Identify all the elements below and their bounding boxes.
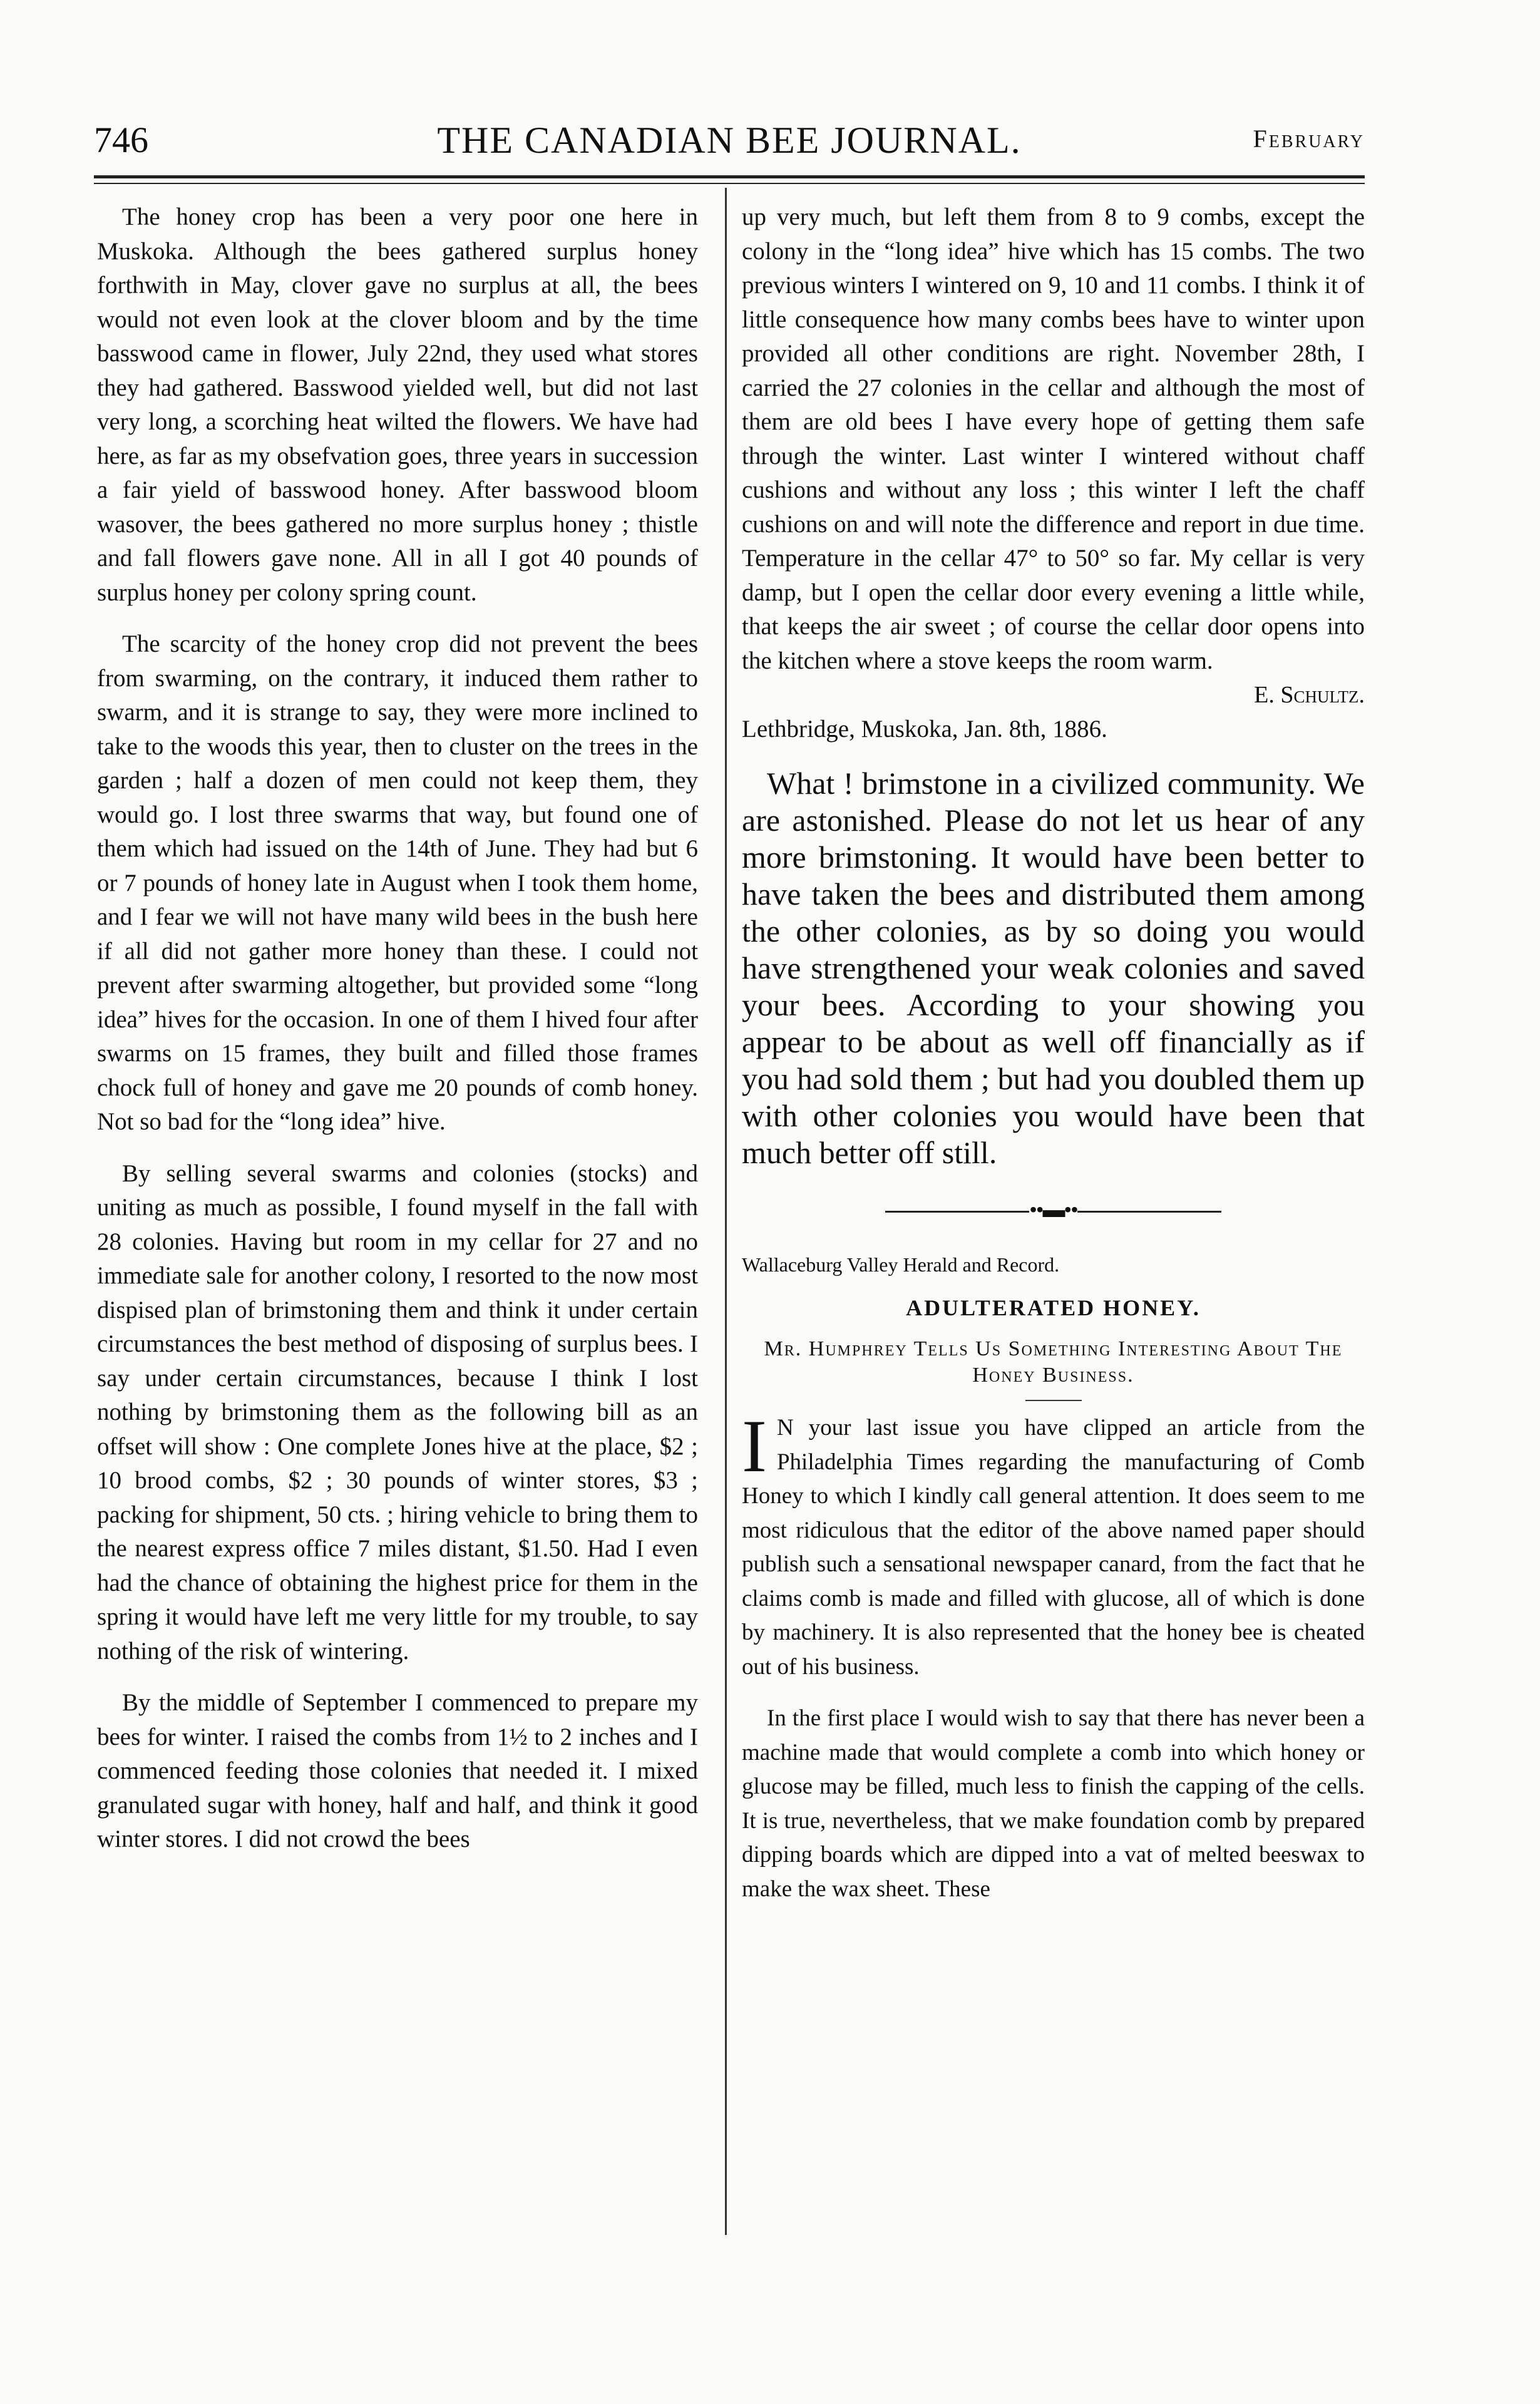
subhead-rule	[1025, 1400, 1082, 1401]
journal-title: THE CANADIAN BEE JOURNAL.	[437, 120, 1022, 161]
page-number: 746	[94, 120, 148, 160]
article-paragraph	[742, 1404, 1365, 1684]
page-header	[94, 119, 1365, 175]
article-paragraph-text: N your last issue you have clipped an article from the Philadelphia Times regarding the manufacturing of Comb Honey to which I kindly call general attention. It does seem to me most ridiculous that the editor of the above named paper should publish such a sensational newspaper canard, from the fact that he claims comb is made and filled with glucose, all of which is done by machinery. It is also represented that the honey bee is cheated out of his business.	[742, 1415, 1365, 1680]
ornament-rule-left	[885, 1211, 1029, 1213]
article-source: Wallaceburg Valley Herald and Record.	[742, 1253, 1060, 1276]
header-rule-thick	[94, 175, 1365, 178]
letter-dateline: Lethbridge, Muskoka, Jan. 8th, 1886.	[742, 715, 1107, 742]
paragraph: The scarcity of the honey crop did not prevent the bees from swarming, on the contrary, it induced them rather to swarm, and it is strange to say, they were more inclined to take to the woods this year, then to cluster on the trees in the garden ; half a dozen of men could not keep them, they would go. I lost three swarms that way, but found one of them which had issued on the 14th of June. They had but 6 or 7 pounds of honey late in August when I took them home, and I fear we will not have many wild bees in the bush here if all did not gather more honey than these. I could not prevent after swarming altogether, but provided some “long idea” hives for the occasion. In one of them I hived four after swarms on 15 frames, they built and filled those frames chock full of honey and gave me 20 pounds of comb honey. Not so bad for the “long idea” hive.	[97, 630, 698, 1135]
section-ornament	[742, 1196, 1365, 1223]
left-column	[97, 200, 698, 1874]
ornament-rule-right	[1077, 1211, 1221, 1213]
article-headline: ADULTERATED HONEY.	[906, 1295, 1201, 1320]
column-divider	[725, 188, 727, 2235]
article-subheadline: Mr. Humphrey Tells Us Something Interesting About The Honey Business.	[764, 1337, 1343, 1387]
paragraph: By the middle of September I commenced to prepare my bees for winter. I raised the combs from 1½ to 2 inches and I commenced feeding those colonies that needed it. I mixed granulated sugar with honey, half and half, and think it good winter stores. I did not crowd the bees	[97, 1689, 698, 1852]
drop-cap: I	[742, 1404, 767, 1487]
ornament-glyph: ••▬••	[1029, 1197, 1077, 1222]
letter-continuation: up very much, but left them from 8 to 9 combs, except the colony in the “long idea” hive which has 15 combs. The two previous winters I wintered on 9, 10 and 11 combs. I think it of little consequence how many combs bees have to winter upon provided all other conditions are right. November 28th, I carried the 27 colonies in the cellar and although the most of them are old bees I have every hope of getting them safe through the winter. Last winter I wintered without chaff cushions and without any loss ; this winter I left the chaff cushions on and will note the difference and report in due time. Temperature in the cellar 47° to 50° so far. My cellar is very damp, but I open the cellar door every evening a little while, that keeps the air sweet ; of course the cellar door opens into the kitchen where a stove keeps the room warm.	[742, 203, 1365, 674]
paragraph: The honey crop has been a very poor one here in Muskoka. Although the bees gathered surplus honey forthwith in May, clover gave no surplus at all, the bees would not even look at the clover bloom and by the time basswood came in flower, July 22nd, they used what stores they had gathered. Basswood yielded well, but did not last very long, a scorching heat wilted the flowers. We have had here, as far as my obsefvation goes, three years in succession a fair yield of basswood honey. After basswood bloom wasover, the bees gathered no more surplus honey ; thistle and fall flowers gave none. All in all I got 40 pounds of surplus honey per colony spring count.	[97, 203, 698, 606]
right-column	[742, 200, 1365, 1924]
issue-month: February	[1253, 125, 1365, 153]
letter-signature: E. Schultz.	[1254, 682, 1365, 708]
article-paragraph: In the first place I would wish to say that there has never been a machine made that would complete a comb into which honey or glucose may be filled, much less to finish the capping of the cells. It is true, nevertheless, that we make foundation comb by prepared dipping boards which are dipped into a vat of melted beeswax to make the wax sheet. These	[742, 1705, 1365, 1902]
editor-note: What ! brimstone in a civilized community. We are astonished. Please do not let us hear of any more brimstoning. It would have been better to have taken the bees and distributed them among the other colonies, as by so doing you would have strengthened your weak colonies and saved your bees. According to your showing you appear to be about as well off financially as if you had sold them ; but had you doubled them up with other colonies you would have been that much better off still.	[742, 766, 1365, 1170]
paragraph: By selling several swarms and colonies (stocks) and uniting as much as possible, I found myself in the fall with 28 colonies. Having but room in my cellar for 27 and no immediate sale for another colony, I resorted to the now most dispised plan of brimstoning them and think it under certain circumstances the best method of disposing of surplus bees. I say under certain circumstances, because I think I lost nothing by brimstoning them as the following bill as an offset will show : One complete Jones hive at the place, $2 ; 10 brood combs, $2 ; 30 pounds of winter stores, $3 ; packing for shipment, 50 cts. ; hiring vehicle to bring them to the nearest express office 7 miles distant, $1.50. Had I even had the chance of obtaining the highest price for them in the spring it would have left me very little for my trouble, to say nothing of the risk of wintering.	[97, 1159, 698, 1665]
header-rule-thin	[94, 183, 1365, 184]
